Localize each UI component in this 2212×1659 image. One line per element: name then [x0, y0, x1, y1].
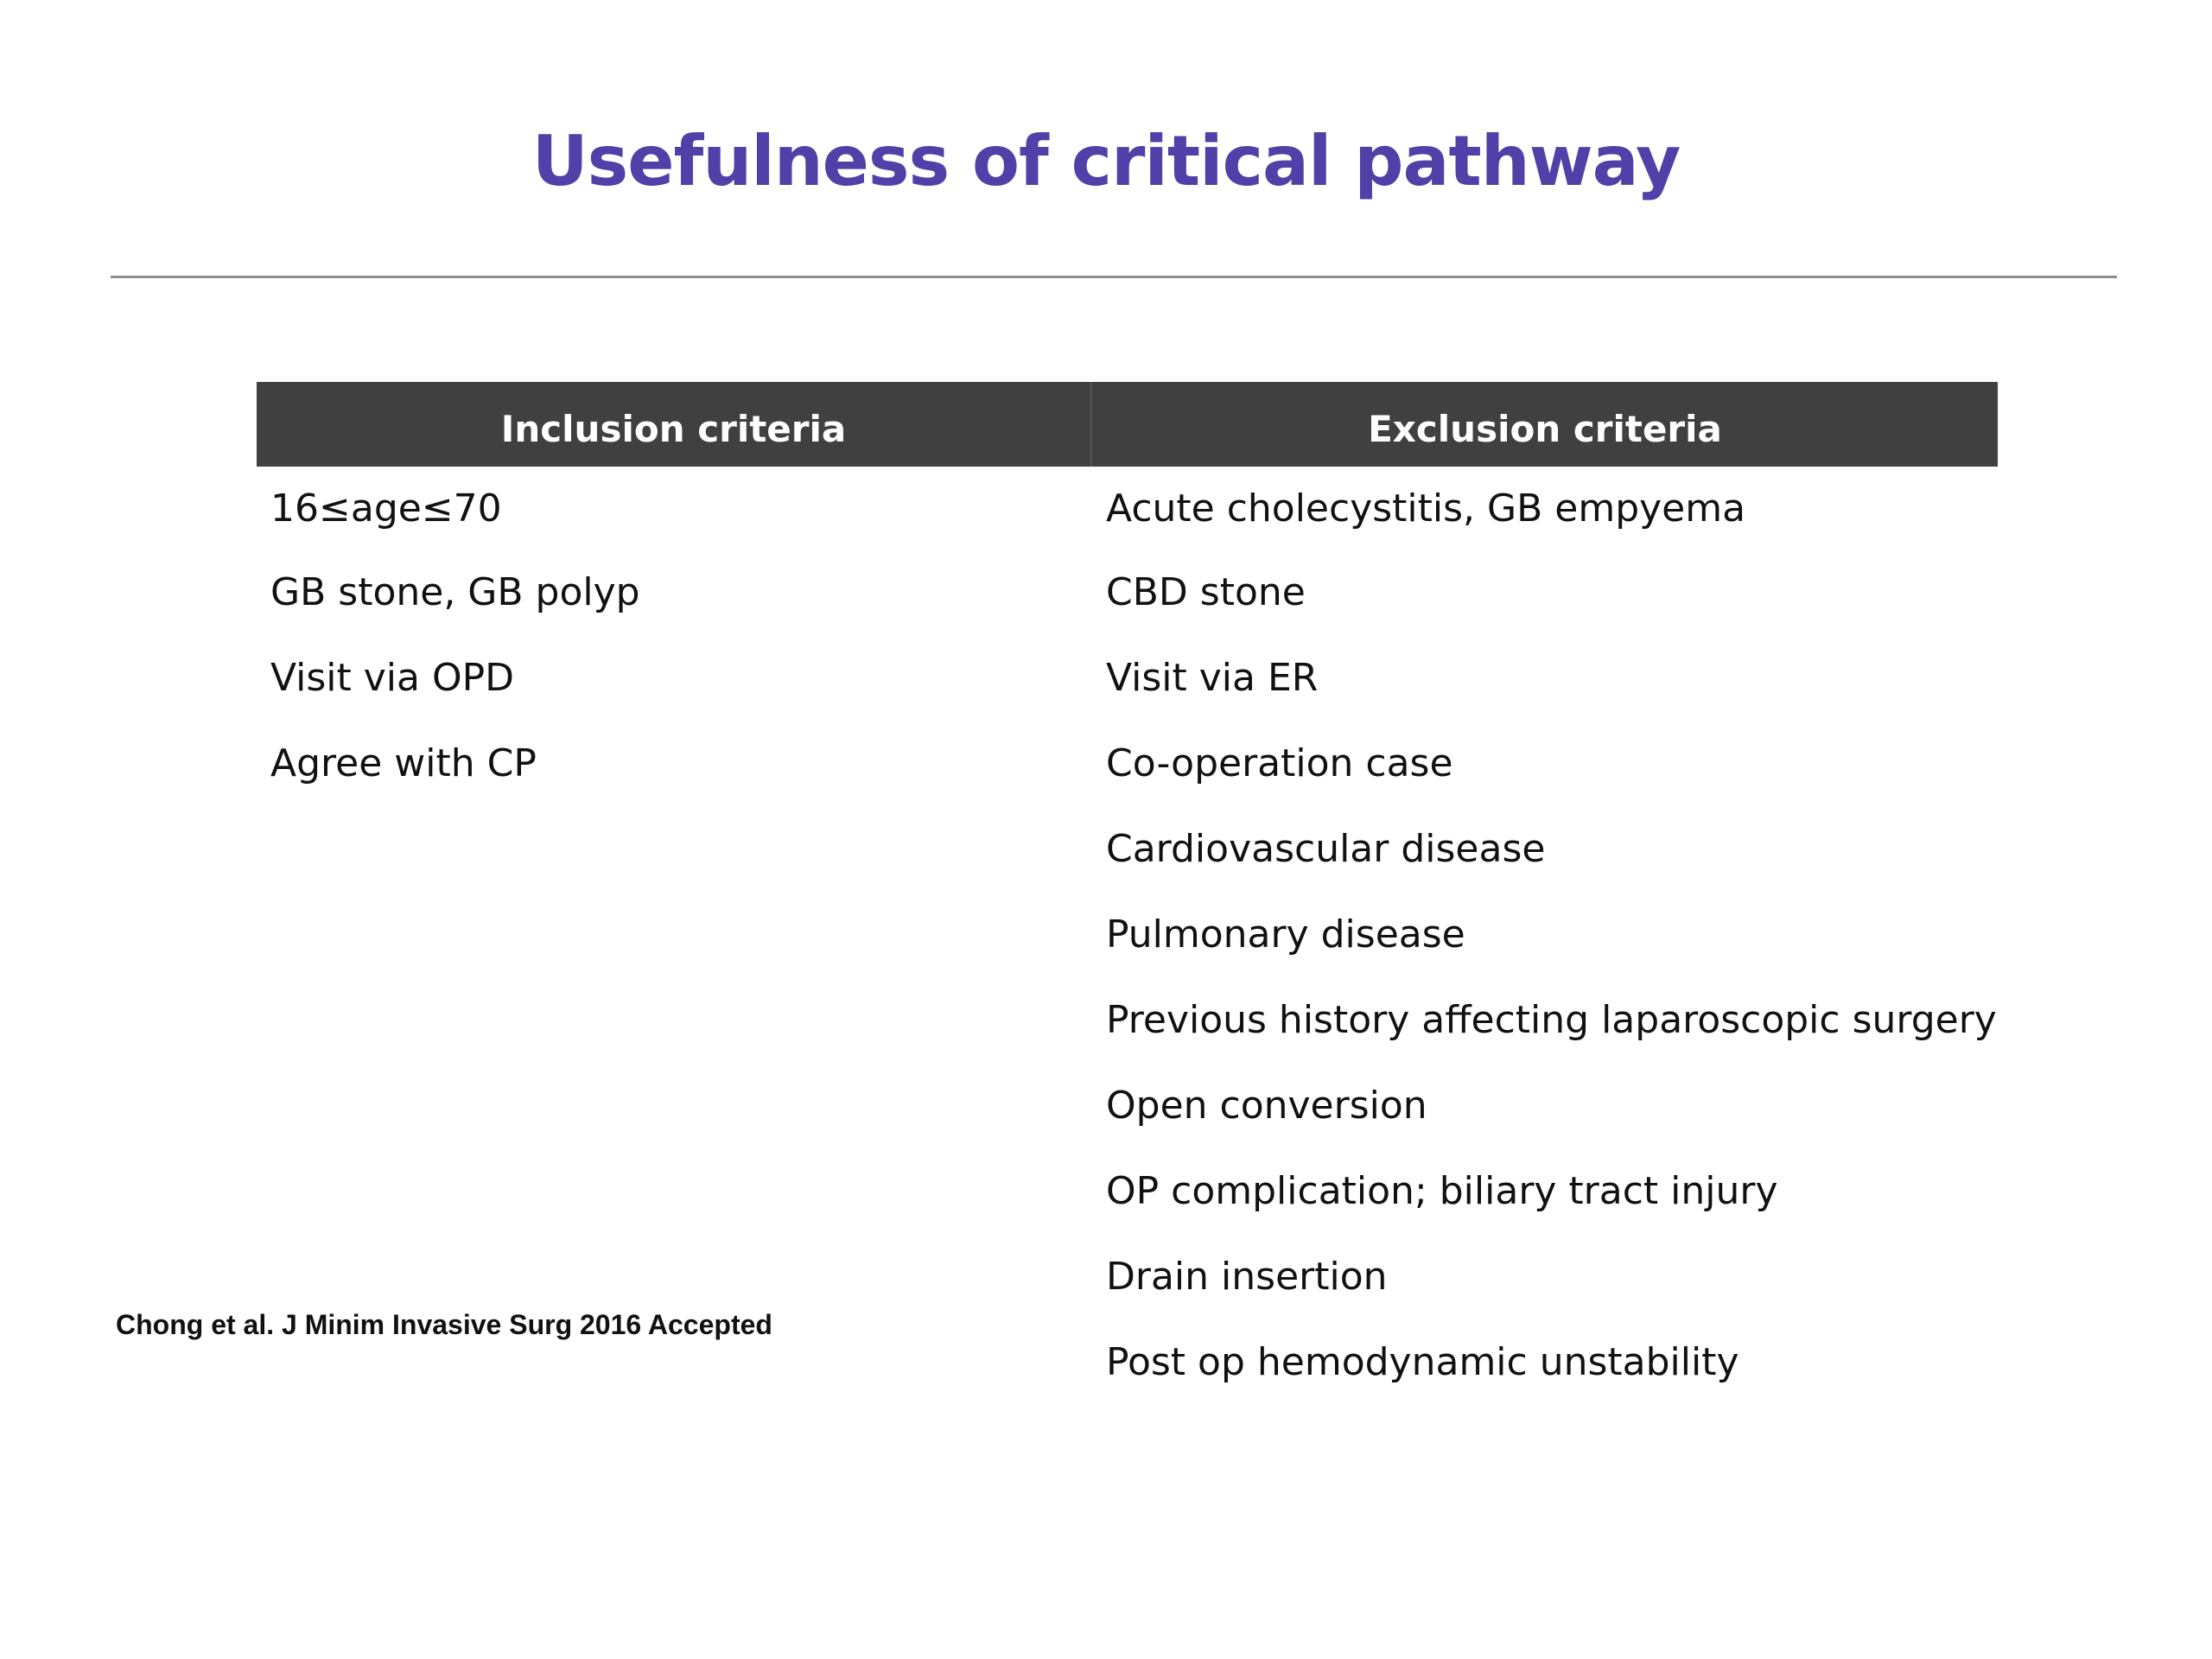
exclusion-item: Previous history affecting laparoscopic surgery — [1106, 998, 1997, 1042]
exclusion-item: Pulmonary disease — [1106, 912, 1465, 957]
exclusion-item: OP complication; biliary tract injury — [1106, 1169, 1778, 1213]
table-header — [257, 382, 1998, 467]
inclusion-column — [270, 467, 1083, 806]
exclusion-item: Co-operation case — [1106, 741, 1453, 785]
exclusion-item: Acute cholecystitis, GB empyema — [1106, 486, 1746, 531]
exclusion-header: Exclusion criteria — [1368, 407, 1722, 450]
inclusion-header: Inclusion criteria — [257, 382, 1092, 467]
exclusion-item: Visit via ER — [1106, 656, 1319, 700]
exclusion-item: Drain insertion — [1106, 1255, 1388, 1299]
inclusion-item: GB stone, GB polyp — [270, 570, 640, 614]
exclusion-item: Open conversion — [1106, 1084, 1427, 1128]
citation: Chong et al. J Minim Invasive Surg 2016 Accepted — [116, 1309, 772, 1340]
exclusion-item: Cardiovascular disease — [1106, 827, 1546, 871]
inclusion-item: Visit via OPD — [270, 656, 515, 700]
slide-title: Usefulness of critical pathway — [531, 121, 1681, 201]
exclusion-item: Post op hemodynamic unstability — [1106, 1340, 1739, 1384]
exclusion-item: CBD stone — [1106, 570, 1306, 614]
inclusion-item: 16≤age≤70 — [270, 486, 502, 531]
title-divider — [111, 276, 2117, 278]
inclusion-item: Agree with CP — [270, 741, 537, 785]
exclusion-column — [1106, 467, 1996, 1405]
